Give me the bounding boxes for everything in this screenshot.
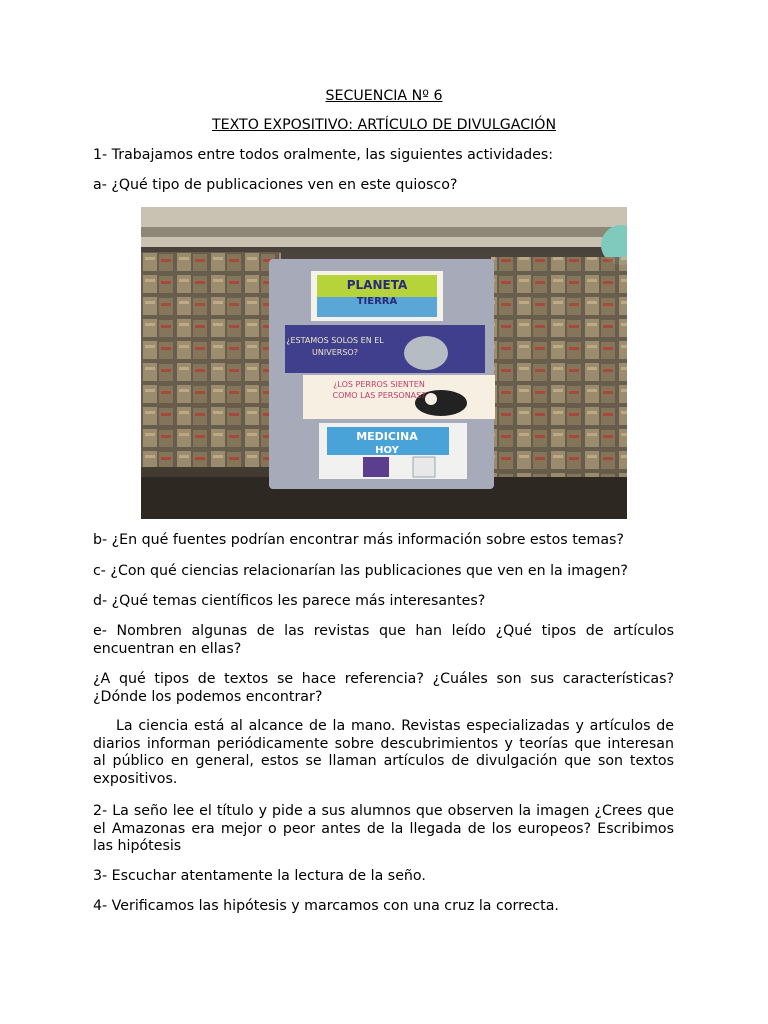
intro-text: 1- Trabajamos entre todos oralmente, las siguientes actividades: [93,147,554,163]
question-b: b- ¿En qué fuentes podrían encontrar más información sobre estos temas? [93,532,624,548]
magazine-1-subtitle: TIERRA [356,296,398,307]
magazine-2-title: ¿ESTAMOS SOLOS EN EL [286,336,384,345]
step-4: 4- Verificamos las hipótesis y marcamos con una cruz la correcta. [93,898,559,914]
question-f: ¿A qué tipos de textos se hace referencia? ¿Cuáles son sus características? ¿Dónde los podemos encontrar? [93,671,674,705]
step-3: 3- Escuchar atentamente la lectura de la seño. [93,868,426,884]
newsstand-illustration [141,207,627,519]
magazine-4-subtitle: HOY [375,445,399,456]
question-a: a- ¿Qué tipo de publicaciones ven en este quiosco? [93,177,458,193]
page-title: SECUENCIA Nº 6 [325,88,443,104]
explanatory-paragraph: La ciencia está al alcance de la mano. Revistas especializadas y artículos de diarios informan periódicamente sobre descubrimientos y teorías que interesan al público en general, estos se llaman artículos de divulgación que son textos expositivos. [93,718,674,787]
question-e: e- Nombren algunas de las revistas que han leído ¿Qué tipos de artículos encuentran en ellas? [93,623,674,657]
magazine-4-title: MEDICINA [356,430,418,443]
magazine-3-title: ¿LOS PERROS SIENTEN [333,380,425,389]
newsstand-photo [141,207,627,519]
magazine-2-subtitle: UNIVERSO? [312,348,358,357]
magazine-1-title: PLANETA [346,278,408,292]
magazine-3-subtitle: COMO LAS PERSONAS? [332,391,426,400]
page-subtitle: TEXTO EXPOSITIVO: ARTÍCULO DE DIVULGACIÓN [211,117,557,133]
step-2: 2- La seño lee el título y pide a sus alumnos que observen la imagen ¿Crees que el Amazonas era mejor o peor antes de la llegada de los europeos? Escribimos las hipótesis [93,803,674,854]
question-d: d- ¿Qué temas científicos les parece más interesantes? [93,593,486,609]
question-c: c- ¿Con qué ciencias relacionarían las publicaciones que ven en la imagen? [93,563,628,579]
